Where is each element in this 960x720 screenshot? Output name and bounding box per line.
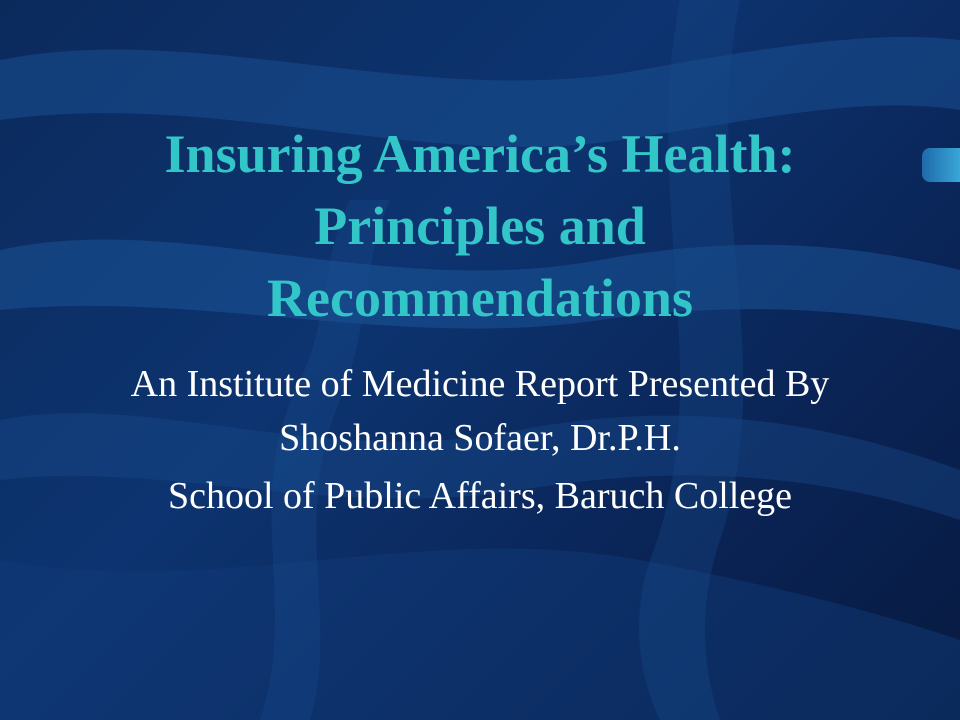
title-line-3: Recommendations — [267, 268, 693, 328]
subtitle-presenter-name: Shoshanna Sofaer, Dr.P.H. — [279, 417, 681, 459]
subtitle-report-line: An Institute of Medicine Report Presented By — [130, 363, 830, 405]
title-line-2: Principles and — [314, 196, 646, 256]
accent-tab-shape — [922, 148, 960, 182]
slide-title — [80, 118, 880, 334]
subtitle-affiliation: School of Public Affairs, Baruch College — [167, 475, 793, 517]
wave-band-bottom — [0, 548, 960, 720]
title-line-1: Insuring America’s Health: — [164, 124, 796, 184]
slide-subtitle — [120, 362, 840, 532]
